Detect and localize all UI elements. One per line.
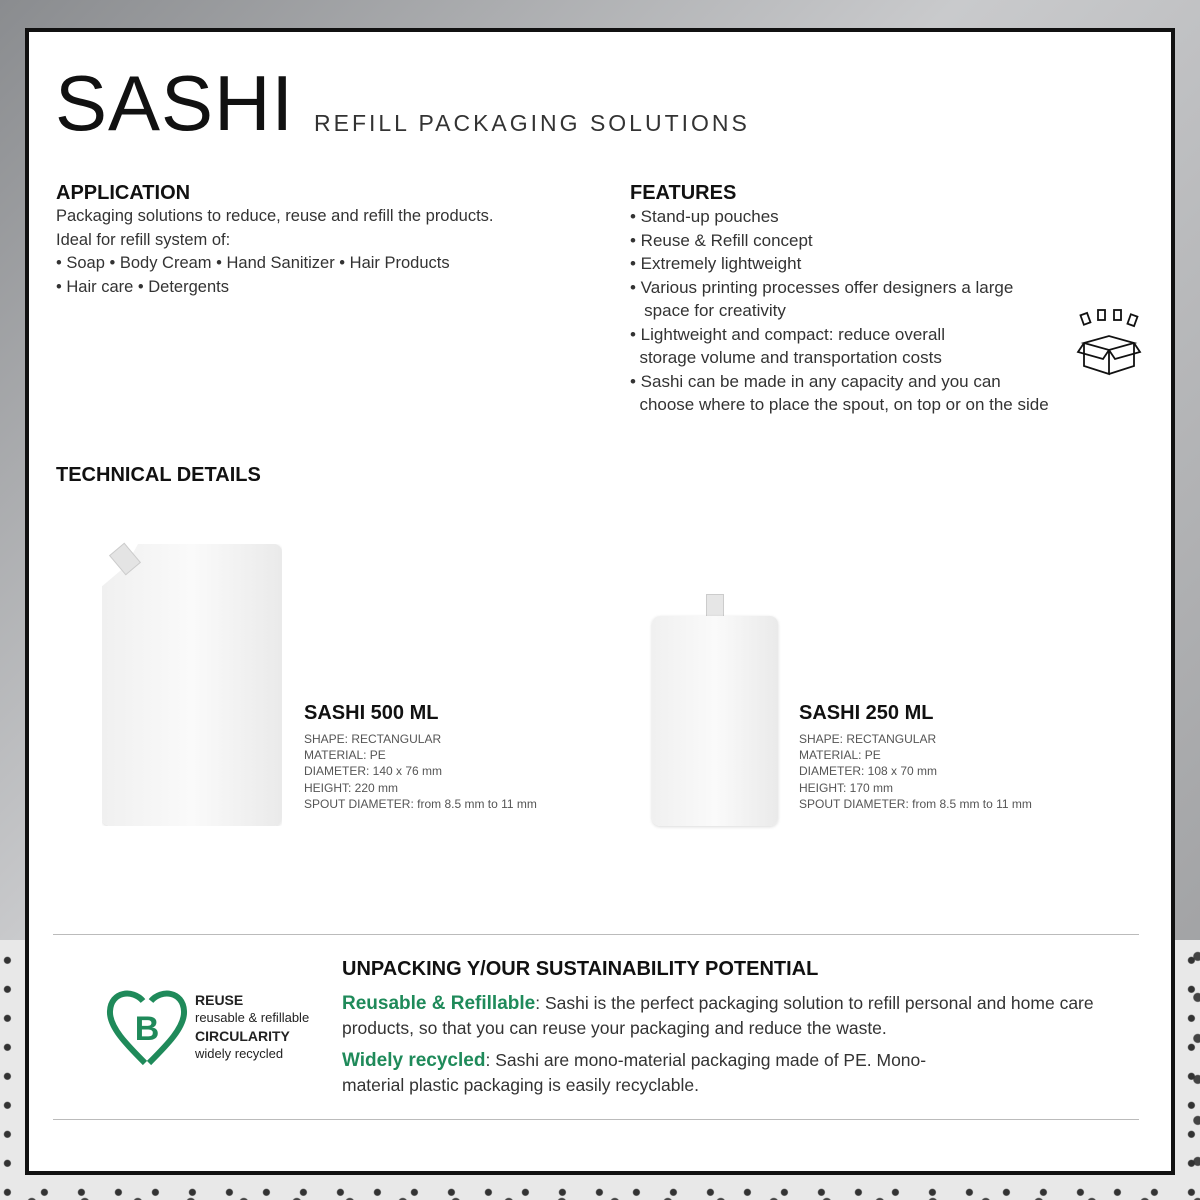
badge-letter: B — [134, 1010, 160, 1048]
badge-reuse-sub: reusable & refillable — [195, 1010, 310, 1025]
recycled-text: : Sashi are mono-material packaging made of PE. Mono-material plastic packaging is easily recyclable. — [342, 1050, 927, 1095]
spec-line: DIAMETER: 108 x 70 mm — [799, 764, 938, 779]
spec-line: HEIGHT: 220 mm — [304, 780, 399, 795]
reusable-label: Reusable & Refillable — [342, 993, 536, 1014]
divider — [53, 1119, 1139, 1120]
spec-line: DIAMETER: 140 x 76 mm — [304, 764, 443, 779]
pouch-250-image — [652, 616, 778, 826]
feature-line: • Extremely lightweight — [630, 254, 802, 273]
spec-line: HEIGHT: 170 mm — [799, 780, 894, 795]
page-subtitle: REFILL PACKAGING SOLUTIONS — [314, 110, 750, 136]
spec-line: SPOUT DIAMETER: from 8.5 mm to 11 mm — [304, 796, 537, 811]
features-section — [630, 182, 1140, 417]
divider — [53, 934, 1139, 935]
spec-line: MATERIAL: PE — [304, 748, 386, 763]
badge-circularity: CIRCULARITY — [195, 1028, 290, 1044]
product-250 — [799, 702, 1032, 812]
badge-reuse: REUSE — [195, 992, 244, 1008]
application-line: • Hair care • Detergents — [56, 277, 229, 296]
sustainability-section — [342, 958, 1132, 1097]
product-name: SASHI 250 ML — [799, 702, 934, 724]
application-line: Ideal for refill system of: — [56, 230, 231, 249]
spec-line: SPOUT DIAMETER: from 8.5 mm to 11 mm — [799, 796, 1032, 811]
application-line: Packaging solutions to reduce, reuse and refill the products. — [56, 207, 494, 225]
spec-line: SHAPE: RECTANGULAR — [799, 732, 937, 746]
product-500 — [304, 702, 537, 812]
feature-line: • Stand-up pouches — [630, 207, 779, 226]
feature-line: choose where to place the spout, on top or on the side — [630, 395, 1049, 414]
feature-line: • Various printing processes offer designers a large — [630, 277, 1014, 297]
application-line: • Soap • Body Cream • Hand Sanitizer • Hair Products — [56, 254, 450, 272]
application-section — [56, 182, 596, 299]
page-title: SASHI — [55, 59, 295, 147]
feature-line: storage volume and transportation costs — [630, 348, 942, 367]
pouch-500-image — [102, 544, 282, 826]
features-heading: FEATURES — [630, 182, 737, 204]
spec-line: MATERIAL: PE — [799, 748, 881, 763]
product-sheet — [25, 28, 1175, 1175]
reusable-text: : Sashi is the perfect packaging solution to refill personal and home care products, so that you can reuse your packaging and reduce the waste. — [342, 993, 1094, 1038]
circular-heart-icon — [105, 987, 189, 1069]
open-box-icon — [1074, 308, 1144, 378]
sustainability-badge — [195, 991, 309, 1063]
feature-line: • Reuse & Refill concept — [630, 230, 813, 250]
badge-circularity-sub: widely recycled — [195, 1046, 284, 1061]
feature-line: • Sashi can be made in any capacity and you can — [630, 371, 1001, 391]
feature-line: space for creativity — [630, 301, 786, 320]
spec-line: SHAPE: RECTANGULAR — [304, 732, 442, 746]
feature-line: • Lightweight and compact: reduce overall — [630, 324, 945, 344]
product-name: SASHI 500 ML — [304, 702, 439, 724]
technical-heading: TECHNICAL DETAILS — [56, 464, 261, 486]
sustainability-heading: UNPACKING Y/OUR SUSTAINABILITY POTENTIAL — [342, 958, 819, 980]
application-heading: APPLICATION — [56, 182, 191, 204]
recycled-label: Widely recycled — [342, 1050, 486, 1071]
